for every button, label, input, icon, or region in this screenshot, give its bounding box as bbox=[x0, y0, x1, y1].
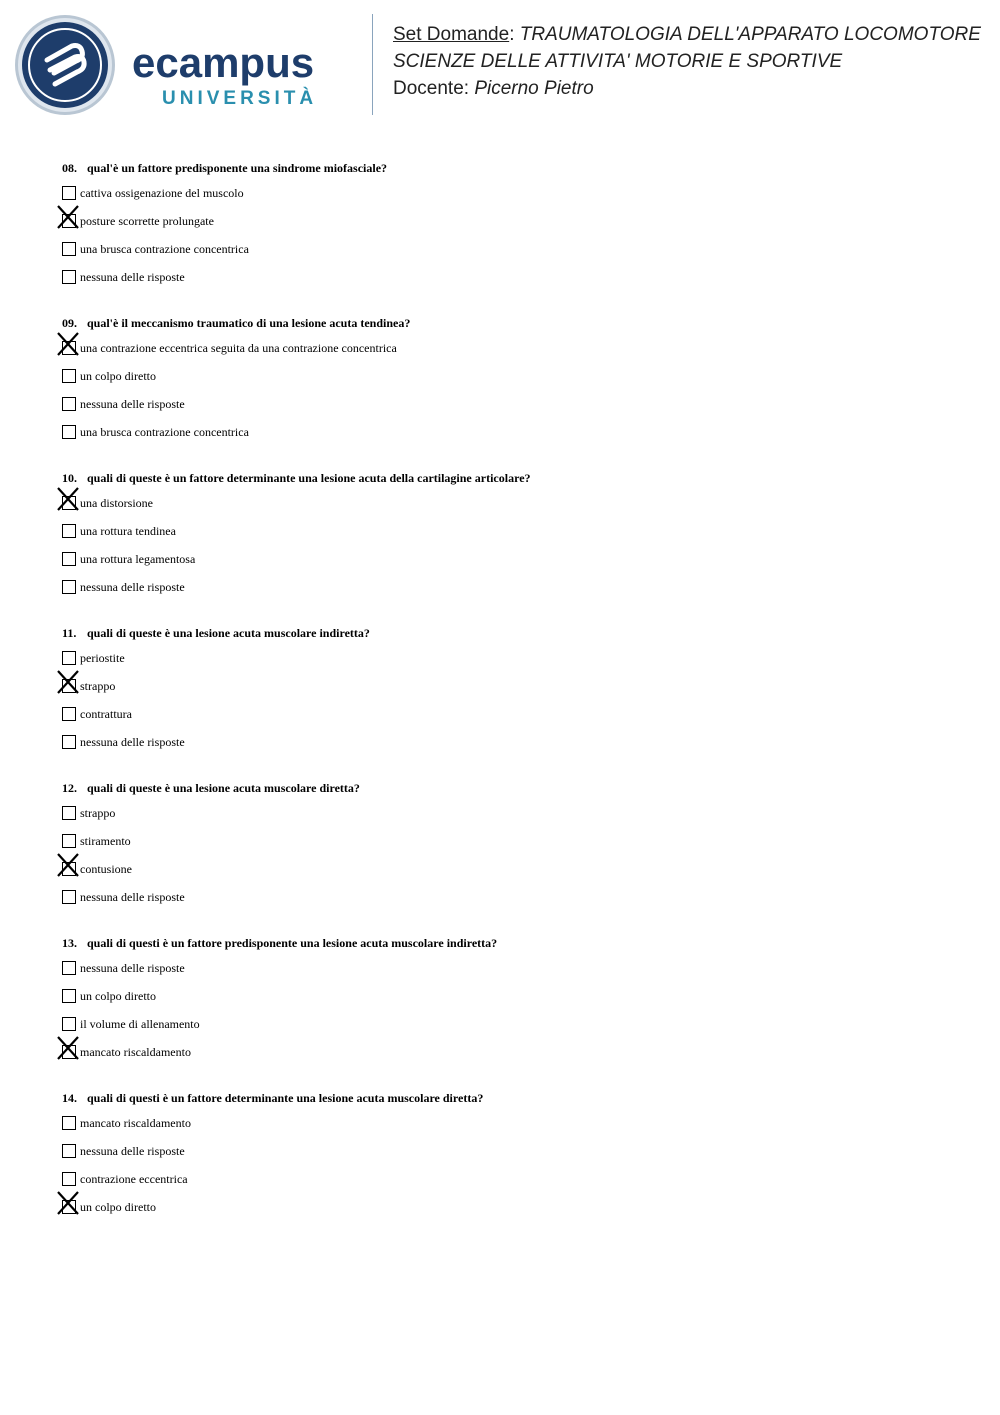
answer-checkbox[interactable] bbox=[62, 242, 76, 256]
header-info bbox=[393, 21, 981, 102]
logo-main: ecampus bbox=[132, 39, 315, 86]
answer-option[interactable] bbox=[62, 890, 962, 918]
answer-text: nessuna delle risposte bbox=[80, 890, 185, 904]
answer-text: contusione bbox=[80, 862, 132, 876]
question-title bbox=[62, 315, 962, 331]
logo-sub: UNIVERSITÀ bbox=[162, 88, 318, 109]
teacher-name: Picerno Pietro bbox=[474, 78, 594, 99]
question-title bbox=[62, 160, 962, 176]
checked-x-icon bbox=[56, 1190, 80, 1216]
answer-text: un colpo diretto bbox=[80, 369, 156, 383]
answer-checkbox[interactable] bbox=[62, 580, 76, 594]
checked-x-icon bbox=[56, 852, 80, 878]
answer-text: nessuna delle risposte bbox=[80, 1144, 185, 1158]
answer-option[interactable] bbox=[62, 552, 962, 580]
answer-text: posture scorrette prolungate bbox=[80, 214, 214, 228]
answer-text: mancato riscaldamento bbox=[80, 1045, 191, 1059]
question-text: qual'è il meccanismo traumatico di una lesione acuta tendinea? bbox=[87, 316, 411, 330]
answer-checkbox[interactable] bbox=[62, 961, 76, 975]
answer-checkbox[interactable] bbox=[62, 397, 76, 411]
answer-checkbox[interactable] bbox=[62, 989, 76, 1003]
question-title bbox=[62, 935, 962, 951]
answer-option[interactable] bbox=[62, 496, 962, 524]
question-number: 11. bbox=[62, 626, 77, 640]
answer-option[interactable] bbox=[62, 1017, 962, 1045]
answer-text: una distorsione bbox=[80, 496, 153, 510]
answer-text: una contrazione eccentrica seguita da una contrazione concentrica bbox=[80, 341, 397, 355]
answer-text: contrazione eccentrica bbox=[80, 1172, 188, 1186]
checked-x-icon bbox=[56, 486, 80, 512]
answer-text: nessuna delle risposte bbox=[80, 735, 185, 749]
answer-checkbox[interactable] bbox=[62, 1116, 76, 1130]
question-text: quali di queste è un fattore determinante una lesione acuta della cartilagine articolare? bbox=[87, 471, 531, 485]
question-text: qual'è un fattore predisponente una sindrome miofasciale? bbox=[87, 161, 388, 175]
answer-option[interactable] bbox=[62, 1144, 962, 1172]
page-header bbox=[0, 0, 1000, 130]
answer-text: periostite bbox=[80, 651, 125, 665]
answer-text: una rottura legamentosa bbox=[80, 552, 196, 566]
answer-text: stiramento bbox=[80, 834, 131, 848]
question-number: 13. bbox=[62, 936, 77, 950]
answer-option[interactable] bbox=[62, 1172, 962, 1200]
answer-option[interactable] bbox=[62, 651, 962, 679]
question-number: 12. bbox=[62, 781, 77, 795]
answer-option[interactable] bbox=[62, 186, 962, 214]
question-block bbox=[62, 315, 962, 453]
answer-checkbox[interactable] bbox=[62, 270, 76, 284]
answer-text: contrattura bbox=[80, 707, 132, 721]
question-list bbox=[62, 160, 962, 1245]
answer-option[interactable] bbox=[62, 1200, 962, 1228]
question-block bbox=[62, 625, 962, 763]
ecampus-emblem-icon bbox=[14, 14, 116, 116]
question-block bbox=[62, 780, 962, 918]
answer-checkbox[interactable] bbox=[62, 524, 76, 538]
question-block bbox=[62, 935, 962, 1073]
answer-text: strappo bbox=[80, 679, 116, 693]
set-label: Set Domande bbox=[393, 24, 510, 45]
question-number: 14. bbox=[62, 1091, 77, 1105]
answer-text: cattiva ossigenazione del muscolo bbox=[80, 186, 244, 200]
answer-checkbox[interactable] bbox=[62, 651, 76, 665]
answer-option[interactable] bbox=[62, 214, 962, 242]
question-block bbox=[62, 160, 962, 298]
answer-text: il volume di allenamento bbox=[80, 1017, 200, 1031]
question-text: quali di queste è una lesione acuta muscolare indiretta? bbox=[87, 626, 370, 640]
answer-option[interactable] bbox=[62, 834, 962, 862]
course-subtitle: SCIENZE DELLE ATTIVITA' MOTORIE E SPORTIVE bbox=[393, 51, 843, 72]
checked-x-icon bbox=[56, 1035, 80, 1061]
answer-option[interactable] bbox=[62, 961, 962, 989]
question-text: quali di queste è una lesione acuta muscolare diretta? bbox=[87, 781, 360, 795]
answer-option[interactable] bbox=[62, 270, 962, 298]
answer-checkbox[interactable] bbox=[62, 1017, 76, 1031]
answer-checkbox[interactable] bbox=[62, 890, 76, 904]
answer-option[interactable] bbox=[62, 735, 962, 763]
answer-checkbox[interactable] bbox=[62, 186, 76, 200]
header-divider bbox=[372, 14, 373, 115]
course-title: TRAUMATOLOGIA DELL'APPARATO LOCOMOTORE bbox=[519, 24, 981, 45]
answer-option[interactable] bbox=[62, 1045, 962, 1073]
answer-text: nessuna delle risposte bbox=[80, 580, 185, 594]
answer-option[interactable] bbox=[62, 397, 962, 425]
answer-option[interactable] bbox=[62, 341, 962, 369]
question-text: quali di questi è un fattore predisponente una lesione acuta muscolare indiretta? bbox=[87, 936, 498, 950]
question-number: 09. bbox=[62, 316, 77, 330]
set-separator: : bbox=[509, 24, 520, 45]
answer-text: un colpo diretto bbox=[80, 989, 156, 1003]
answer-option[interactable] bbox=[62, 806, 962, 834]
answer-text: un colpo diretto bbox=[80, 1200, 156, 1214]
question-text: quali di questi è un fattore determinante una lesione acuta muscolare diretta? bbox=[87, 1091, 484, 1105]
question-title bbox=[62, 470, 962, 486]
answer-option[interactable] bbox=[62, 989, 962, 1017]
answer-text: una rottura tendinea bbox=[80, 524, 176, 538]
checked-x-icon bbox=[56, 669, 80, 695]
answer-checkbox[interactable] bbox=[62, 834, 76, 848]
answer-checkbox[interactable] bbox=[62, 552, 76, 566]
answer-text: nessuna delle risposte bbox=[80, 270, 185, 284]
answer-text: nessuna delle risposte bbox=[80, 397, 185, 411]
answer-option[interactable] bbox=[62, 242, 962, 270]
answer-checkbox[interactable] bbox=[62, 707, 76, 721]
answer-checkbox[interactable] bbox=[62, 425, 76, 439]
question-number: 08. bbox=[62, 161, 77, 175]
answer-option[interactable] bbox=[62, 862, 962, 890]
answer-checkbox[interactable] bbox=[62, 735, 76, 749]
answer-checkbox[interactable] bbox=[62, 1144, 76, 1158]
question-block bbox=[62, 470, 962, 608]
answer-option[interactable] bbox=[62, 679, 962, 707]
answer-option[interactable] bbox=[62, 580, 962, 608]
question-title bbox=[62, 1090, 962, 1106]
teacher-label: Docente: bbox=[393, 78, 475, 99]
answer-checkbox[interactable] bbox=[62, 1172, 76, 1186]
answer-option[interactable] bbox=[62, 369, 962, 397]
answer-option[interactable] bbox=[62, 425, 962, 453]
answer-text: una brusca contrazione concentrica bbox=[80, 242, 249, 256]
answer-text: una brusca contrazione concentrica bbox=[80, 425, 249, 439]
answer-option[interactable] bbox=[62, 1116, 962, 1144]
question-number: 10. bbox=[62, 471, 77, 485]
question-title bbox=[62, 625, 962, 641]
question-title bbox=[62, 780, 962, 796]
answer-text: nessuna delle risposte bbox=[80, 961, 185, 975]
answer-checkbox[interactable] bbox=[62, 369, 76, 383]
answer-option[interactable] bbox=[62, 524, 962, 552]
checked-x-icon bbox=[56, 331, 80, 357]
answer-option[interactable] bbox=[62, 707, 962, 735]
checked-x-icon bbox=[56, 204, 80, 230]
answer-text: strappo bbox=[80, 806, 116, 820]
question-block bbox=[62, 1090, 962, 1228]
answer-text: mancato riscaldamento bbox=[80, 1116, 191, 1130]
answer-checkbox[interactable] bbox=[62, 806, 76, 820]
ecampus-logo bbox=[132, 40, 357, 115]
